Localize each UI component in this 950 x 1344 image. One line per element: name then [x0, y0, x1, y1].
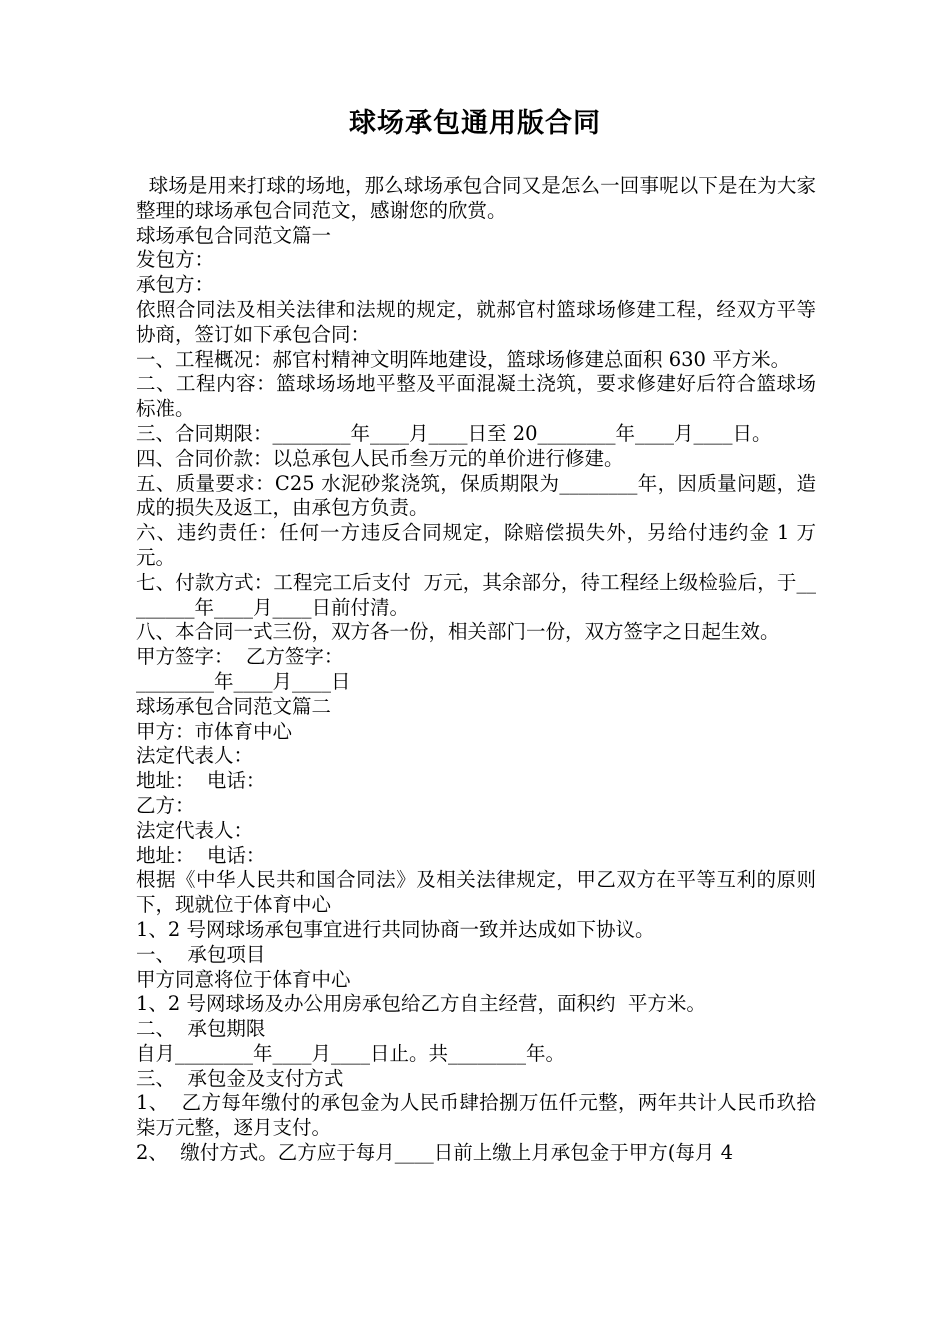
- clause: 八、本合同一式三份，双方各一份，相关部门一份，双方签字之日起生效。: [136, 620, 780, 644]
- clause: 2、 缴付方式。乙方应于每月____日前上缴上月承包金于甲方(每月 4: [136, 1141, 734, 1165]
- paragraph: 甲方：市体育中心: [136, 719, 293, 743]
- document-title: 球场承包通用版合同: [349, 108, 601, 139]
- paragraph: 依照合同法及相关法律和法规的规定，就郝官村篮球场修建工程，经双方平等协商，签订如下承包合同：: [136, 297, 816, 346]
- clause: 四、合同价款：以总承包人民币叁万元的单价进行修建。: [136, 446, 624, 470]
- paragraph: 法定代表人：: [136, 818, 254, 842]
- intro-paragraph: 球场是用来打球的场地，那么球场承包合同又是怎么一回事呢以下是在为大家整理的球场承包合同范文，感谢您的欣赏。: [136, 174, 816, 222]
- date-line: ________年____月____日: [136, 669, 351, 693]
- paragraph: 承包方：: [136, 273, 215, 297]
- clause-heading: 三、 承包金及支付方式: [136, 1066, 344, 1090]
- clause: 六、违约责任：任何一方违反合同规定，除赔偿损失外，另给付违约金 1 万元。: [136, 521, 816, 569]
- paragraph: 甲方同意将位于体育中心: [136, 967, 351, 991]
- clause: 三、合同期限：________年____月____日至 20________年____月____日。: [136, 421, 772, 445]
- document-body: [136, 174, 816, 1166]
- clause: 五、质量要求：C25 水泥砂浆浇筑，保质期限为________年，因质量问题，造成的损失及返工，由承包方负责。: [136, 471, 816, 520]
- paragraph: 地址： 电话：: [136, 843, 266, 867]
- clause-heading: 二、 承包期限: [136, 1017, 266, 1041]
- section-heading-2: 球场承包合同范文篇二: [136, 694, 332, 718]
- paragraph: 1、2 号网球场及办公用房承包给乙方自主经营，面积约 平方米。: [136, 992, 706, 1016]
- paragraph: 根据《中华人民共和国合同法》及相关法律规定，甲乙双方在平等互利的原则下，现就位于体育中心: [136, 868, 816, 917]
- paragraph: 1、2 号网球场承包事宜进行共同协商一致并达成如下协议。: [136, 917, 655, 941]
- paragraph: 法定代表人：: [136, 744, 254, 768]
- clause: 七、付款方式：工程完工后支付 万元，其余部分，待工程经上级检验后，于________年____月____日前付清。: [136, 570, 816, 619]
- clause: 1、 乙方每年缴付的承包金为人民币肆拾捌万伍仟元整，两年共计人民币玖拾柒万元整，逐月支付。: [136, 1091, 816, 1140]
- signature-line: 甲方签字： 乙方签字：: [136, 645, 344, 669]
- paragraph: 乙方：: [136, 793, 195, 817]
- paragraph: 发包方：: [136, 248, 215, 272]
- paragraph: 地址： 电话：: [136, 769, 266, 793]
- clause: 一、工程概况：郝官村精神文明阵地建设，篮球场修建总面积 630 平方米。: [136, 347, 791, 371]
- clause-heading: 一、 承包项目: [136, 942, 266, 966]
- section-heading-1: 球场承包合同范文篇一: [136, 223, 332, 247]
- paragraph: 自月________年____月____日止。共________年。: [136, 1041, 566, 1065]
- clause: 二、工程内容：篮球场场地平整及平面混凝土浇筑，要求修建好后符合篮球场标准。: [136, 372, 816, 421]
